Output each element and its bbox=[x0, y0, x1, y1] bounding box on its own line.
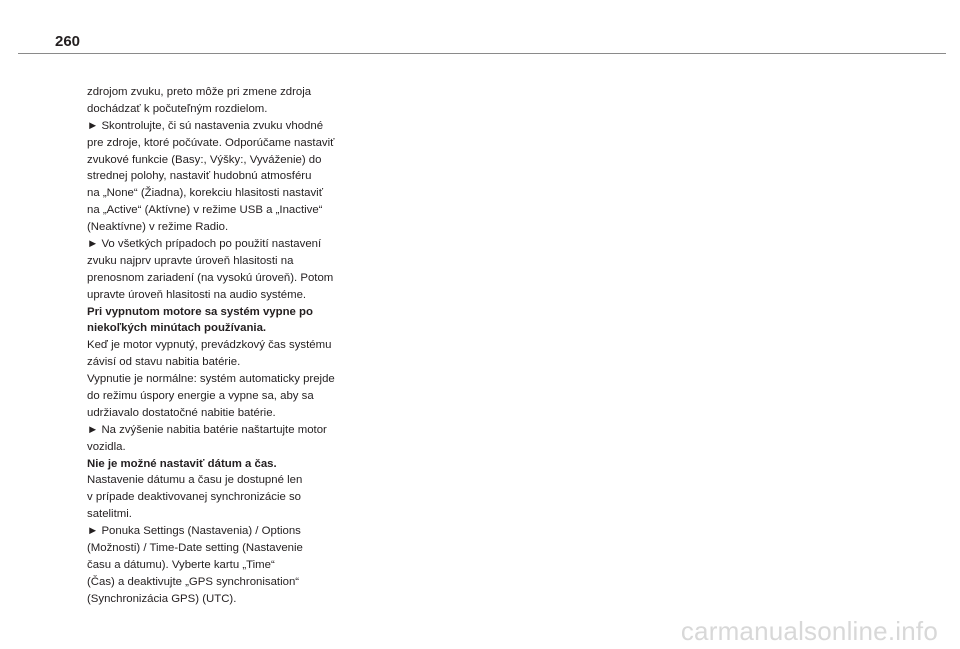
body-text-line: ► Ponuka Settings (Nastavenia) / Options bbox=[87, 525, 301, 538]
body-text-line: strednej polohy, nastaviť hudobnú atmosféru bbox=[87, 170, 312, 183]
body-text-line: satelitmi. bbox=[87, 508, 132, 521]
body-text-line: pre zdroje, ktoré počúvate. Odporúčame nastaviť bbox=[87, 136, 335, 149]
body-text-line: prenosnom zariadení (na vysokú úroveň). Potom bbox=[87, 271, 334, 284]
body-heading-line: Pri vypnutom motore sa systém vypne po bbox=[87, 305, 313, 318]
header-divider bbox=[18, 53, 946, 54]
body-text-line: času a dátumu). Vyberte kartu „Time“ bbox=[87, 558, 275, 571]
body-text-line: v prípade deaktivovanej synchronizácie so bbox=[87, 491, 302, 504]
body-text-line: vozidla. bbox=[87, 440, 126, 453]
body-text-line: (Synchronizácia GPS) (UTC). bbox=[87, 592, 237, 605]
body-text-line: zdrojom zvuku, preto môže pri zmene zdroja bbox=[87, 86, 312, 98]
body-text-line: zvukové funkcie (Basy:, Výšky:, Vyváženie) do bbox=[87, 153, 322, 166]
body-text-line: na „Active“ (Aktívne) v režime USB a „Inactive“ bbox=[87, 204, 323, 217]
body-heading-line: niekoľkých minútach používania. bbox=[87, 322, 267, 335]
body-text-line: (Čas) a deaktivujte „GPS synchronisation“ bbox=[87, 575, 300, 588]
body-text-line: Keď je motor vypnutý, prevádzkový čas systému bbox=[87, 339, 332, 352]
body-text-line: ► Skontrolujte, či sú nastavenia zvuku vhodné bbox=[87, 119, 324, 132]
body-text-line: ► Vo všetkých prípadoch po použití nastavení bbox=[87, 238, 322, 251]
body-text-line: na „None“ (Žiadna), korekciu hlasitosti nastaviť bbox=[87, 187, 323, 200]
watermark: carmanualsonline.info bbox=[680, 616, 938, 646]
body-text-line: udržiavalo dostatočné nabitie batérie. bbox=[87, 406, 276, 419]
body-text-line: Nastavenie dátumu a času je dostupné len bbox=[87, 474, 303, 487]
body-text-line: zvuku najprv upravte úroveň hlasitosti na bbox=[87, 254, 294, 267]
body-text-line: upravte úroveň hlasitosti na audio systéme. bbox=[87, 288, 307, 301]
body-text-line: dochádzať k počuteľným rozdielom. bbox=[87, 102, 268, 115]
body-text-line: (Neaktívne) v režime Radio. bbox=[87, 221, 229, 234]
body-text-line: Vypnutie je normálne: systém automaticky prejde bbox=[87, 373, 335, 386]
body-heading-line: Nie je možné nastaviť dátum a čas. bbox=[87, 457, 277, 470]
body-text-line: závisí od stavu nabitia batérie. bbox=[87, 356, 241, 369]
body-text-line: (Možnosti) / Time-Date setting (Nastavenie bbox=[87, 542, 303, 555]
body-text-line: do režimu úspory energie a vypne sa, aby sa bbox=[87, 390, 314, 403]
body-text-line: ► Na zvýšenie nabitia batérie naštartujte motor bbox=[87, 423, 327, 436]
body-text-column bbox=[87, 84, 349, 608]
page-number: 260 bbox=[55, 33, 81, 50]
